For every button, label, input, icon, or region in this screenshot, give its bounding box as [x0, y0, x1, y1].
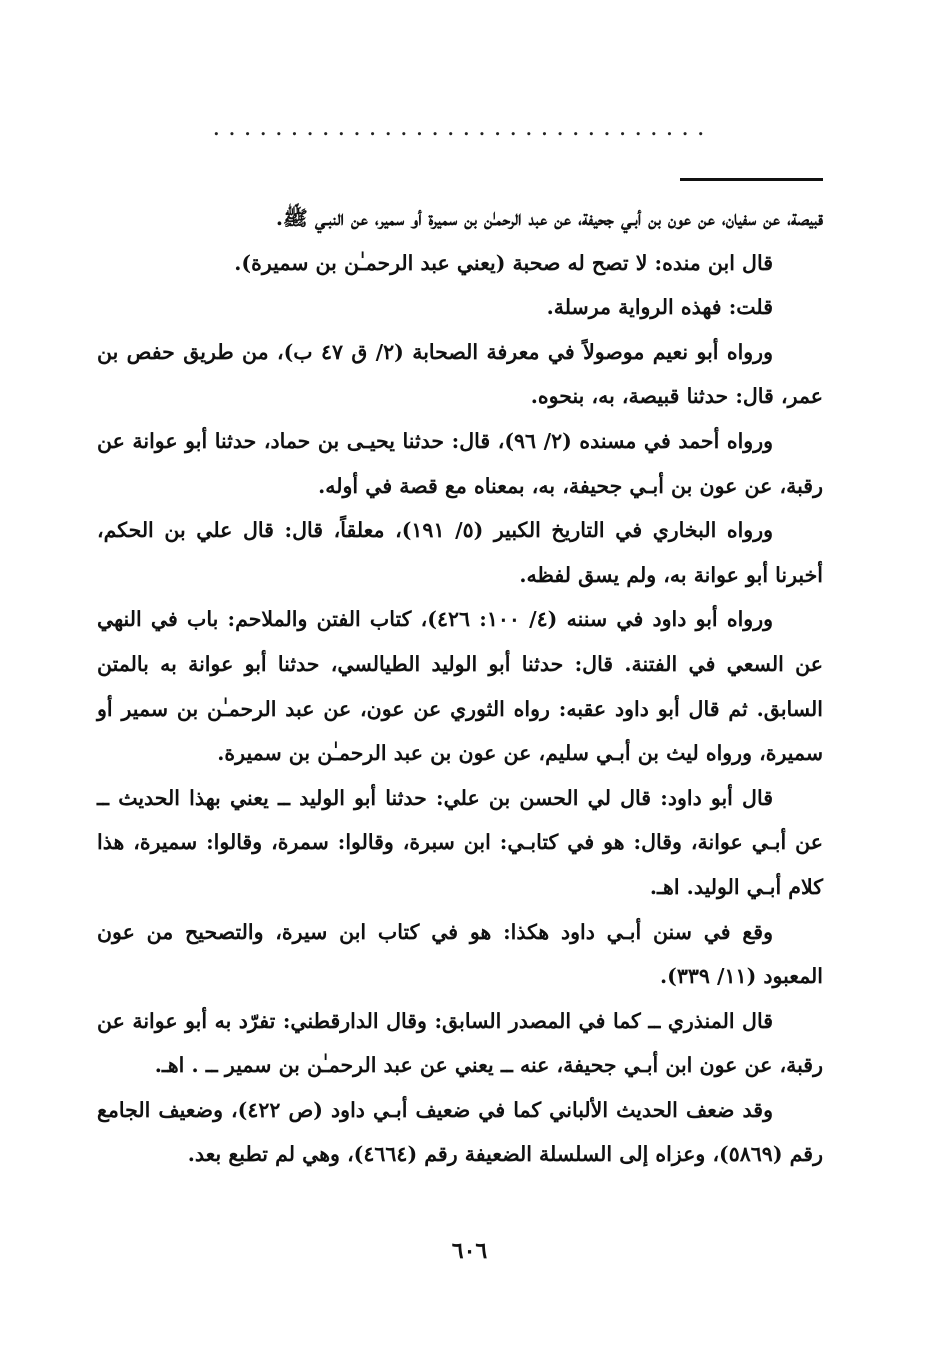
- paragraph-9: وقع في سنن أبـي داود هكذا: هو في كتاب ابن سيرة، والتصحيح من عون المعبود (١١/ ٣٣٩).: [97, 919, 823, 989]
- paragraph-11: وقد ضعف الحديث الألباني كما في ضعيف أبـي داود (ص ٤٢٢)، وضعيف الجامع رقم (٥٨٦٩)، وعزاه إلى السلسلة الضعيفة رقم (٤٦٦٤)، وهي لم تطبع بعد.: [97, 1097, 823, 1167]
- paragraph-2: قال ابن منده: لا تصح له صحبة (يعني عبد الرحمـٰن بن سميرة).: [234, 250, 773, 275]
- paragraph-5: ورواه أحمد في مسنده (٢/ ٩٦)، قال: حدثنا يحيـى بن حماد، حدثنا أبو عوانة عن رقبة، عن عون بن أبـي جحيفة، به، بمعناه مع قصة في أوله.: [97, 428, 823, 498]
- dotted-separator: ................................: [212, 113, 713, 141]
- paragraph-4: ورواه أبو نعيم موصولاً في معرفة الصحابة (٢/ ق ٤٧ ب)، من طريق حفص بن عمر، قال: حدثنا قبيصة، به، بنحوه.: [97, 339, 823, 409]
- footnote-rule: [680, 178, 823, 181]
- paragraph-1: قبيصة، عن سفيان، عن عون بن أبـي جحيفة، عن عبد الرحمـٰن بن سميرة أو سمير، عن النبـي ﷺ.: [275, 206, 823, 230]
- footnote-text: [97, 196, 823, 1177]
- paragraph-6: ورواه البخاري في التاريخ الكبير (٥/ ١٩١)، معلقاً، قال: قال علي بن الحكم، أخبرنا أبو عوانة به، ولم يسق لفظه.: [97, 518, 823, 587]
- paragraph-10: قال المنذري ــ كما في المصدر السابق: وقال الدارقطني: تفرّد به أبو عوانة عن رقبة، عن عون ابن أبـي جحيفة، عنه ــ يعني عن عبد الرحمـٰن بن سمير ــ . اهـ.: [97, 1008, 823, 1078]
- paragraph-7: ورواه أبو داود في سننه (٤/ ١٠٠: ٤٢٦)، كتاب الفتن والملاحم: باب في النهي عن السعي في الفتنة. قال: حدثنا أبو الوليد الطيالسي، حدثنا أبو عوانة به بالمتن السابق. ثم قال أبو داود عقبه: رواه الثوري عن عون، عن عبد الرحمـٰن بن سمير أو سميرة، ورواه ليث بن أبـي سليم، عن عون بن عبد الرحمـٰن بن سميرة.: [97, 607, 823, 766]
- paragraph-3: قلت: فهذه الرواية مرسلة.: [546, 295, 773, 320]
- page-number: ٦٠٦: [451, 1238, 488, 1264]
- paragraph-8: قال أبو داود: قال لي الحسن بن علي: حدثنا أبو الوليد ــ يعني بهذا الحديث ــ عن أبـي عوانة، وقال: هو في كتابـي: ابن سبرة، وقالوا: سمرة، وقالوا: سميرة، هذا كلام أبـي الوليد. اهـ.: [97, 785, 823, 899]
